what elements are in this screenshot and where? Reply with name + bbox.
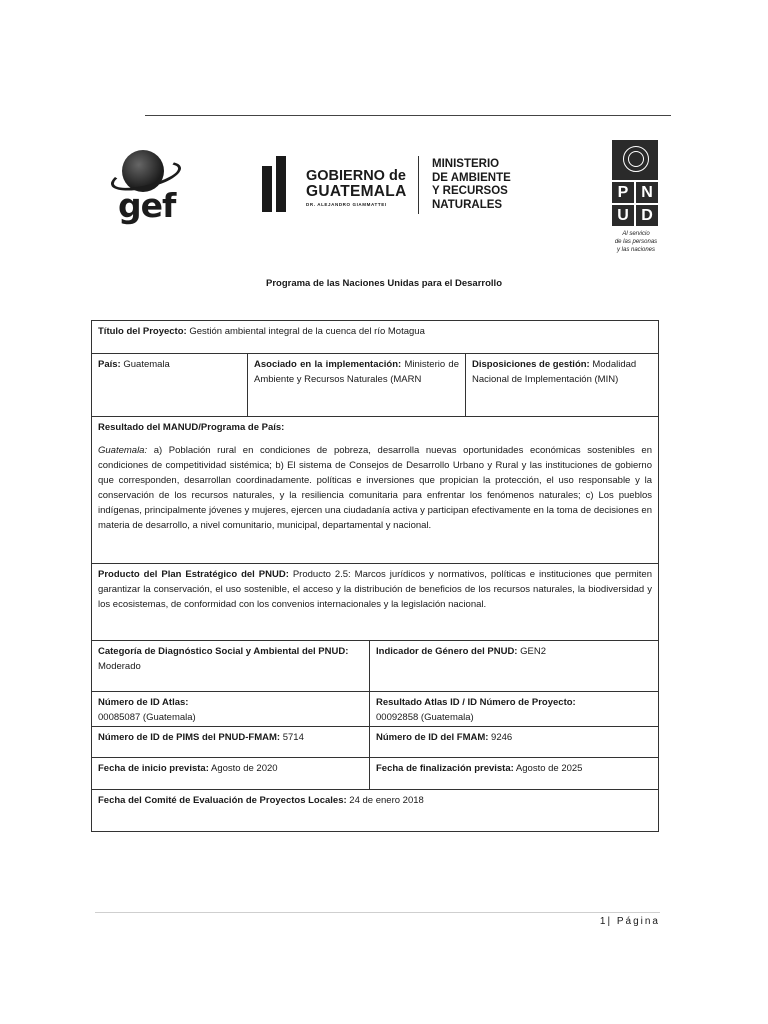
- pnud-tagline-line: y las naciones: [616, 247, 656, 253]
- table-row: [92, 641, 658, 692]
- atlas-cell: [92, 692, 369, 726]
- table-row: [92, 417, 658, 564]
- ministerio-line: DE AMBIENTE: [432, 171, 511, 184]
- fin-label: Fecha de finalización prevista:: [376, 763, 514, 774]
- categoria-value: Moderado: [98, 661, 141, 672]
- table-row: [92, 321, 658, 354]
- comite-cell: [92, 790, 658, 831]
- pnud-letter: D: [636, 205, 658, 226]
- pnud-tagline-line: de las personas: [614, 239, 658, 245]
- manud-cell: [92, 417, 658, 563]
- atlas-value: 00085087 (Guatemala): [98, 712, 196, 723]
- asociado-cell: [247, 354, 465, 416]
- fin-value: Agosto de 2025: [513, 763, 583, 774]
- resultado-atlas-cell: [369, 692, 658, 726]
- ministerio-line: Y RECURSOS: [432, 185, 508, 197]
- document-subtitle: Programa de las Naciones Unidas para el Desarrollo: [265, 278, 502, 289]
- fmam-value: 9246: [488, 732, 513, 743]
- gef-logo: [108, 148, 178, 226]
- top-rule: [145, 115, 671, 116]
- comite-label: Fecha del Comité de Evaluación de Proyectos Locales:: [98, 795, 347, 806]
- disposiciones-cell: [465, 354, 658, 416]
- gobierno-line2: GUATEMALA: [306, 183, 407, 200]
- titulo-cell: [92, 321, 658, 353]
- table-row: [92, 354, 658, 417]
- atlas-label: Número de ID Atlas:: [98, 697, 189, 708]
- gobierno-line3: DR. ALEJANDRO GIAMMATTEI: [306, 202, 387, 207]
- page-footer: [560, 916, 660, 927]
- producto-value: Producto 2.5: Marcos jurídicos y normativos, políticas e instituciones que permiten garantizar la conservación, el uso sostenible, el acceso y la distribución de beneficios de los recursos naturales, la biodiversidad y los ecosistemas, de conformidad con los convenios internacionales y la legislación nacional.: [98, 569, 652, 610]
- un-emblem-icon: [612, 140, 658, 180]
- producto-label: Producto del Plan Estratégico del PNUD:: [98, 569, 289, 580]
- inicio-label: Fecha de inicio prevista:: [98, 763, 209, 774]
- producto-cell: [92, 564, 658, 640]
- genero-label: Indicador de Género del PNUD:: [376, 646, 518, 657]
- gef-logo-text: gef: [118, 186, 176, 225]
- table-row: [92, 564, 658, 641]
- pims-cell: [92, 727, 369, 757]
- table-row: [92, 790, 658, 831]
- genero-cell: [369, 641, 658, 691]
- titulo-label: Título del Proyecto:: [98, 326, 187, 337]
- inicio-value: Agosto de 2020: [208, 763, 278, 774]
- inicio-cell: [92, 758, 369, 789]
- manud-text: a) Población rural en condiciones de pobreza, desarrolla nuevas oportunidades económicas sostenibles en condiciones de competitividad sistémica; b) El sistema de Consejos de Desarrollo Urbano y Rural y las instituciones de gobierno que corresponden, desarrollan coordinadamente. políticas e inversiones que propician la protección, el uso responsable y la conservación de los recursos naturales, y la resiliencia comunitaria para enfrentar los fenómenos naturales; c) Los pueblos indígenas, principalmente jóvenes y mujeres, ejercen una ciudadanía activa y participan efectivamente en la toma de decisiones en materia de desarrollo, a nivel comunitario, municipal, departamental y nacional.: [98, 445, 652, 531]
- gobierno-line1: GOBIERNO de: [306, 168, 406, 184]
- manud-country: Guatemala:: [98, 445, 148, 456]
- gobierno-guatemala-logo: [258, 152, 518, 216]
- disposiciones-value: Modalidad Nacional de Implementación (MIN): [472, 359, 637, 385]
- pims-value: 5714: [280, 732, 304, 743]
- pnud-tagline: [606, 230, 666, 254]
- fmam-label: Número de ID del FMAM:: [376, 732, 489, 743]
- gobierno-bar-icon: [262, 166, 272, 212]
- disposiciones-label: Disposiciones de gestión:: [472, 359, 590, 370]
- categoria-label: Categoría de Diagnóstico Social y Ambiental del PNUD:: [98, 646, 349, 657]
- fin-cell: [369, 758, 658, 789]
- project-info-table: [91, 320, 659, 832]
- pnud-letter: P: [612, 182, 634, 203]
- resultado-atlas-label: Resultado Atlas ID / ID Número de Proyecto:: [376, 697, 576, 708]
- categoria-cell: [92, 641, 369, 691]
- gobierno-bar-icon: [276, 156, 286, 212]
- pnud-letter: N: [636, 182, 658, 203]
- pais-value: Guatemala: [120, 359, 170, 370]
- table-row: [92, 727, 658, 758]
- manud-label: Resultado del MANUD/Programa de País:: [98, 422, 285, 433]
- logo-divider: [418, 156, 419, 214]
- table-row: [92, 758, 658, 790]
- pnud-tagline-line: Al servicio: [622, 231, 650, 237]
- table-row: [92, 692, 658, 727]
- pais-cell: [92, 354, 247, 416]
- page-number: 1: [599, 916, 608, 927]
- ministerio-name: [432, 158, 511, 212]
- comite-value: 24 de enero 2018: [346, 795, 424, 806]
- asociado-value: Ministerio de Ambiente y Recursos Naturales (MARN: [254, 359, 459, 385]
- genero-value: GEN2: [517, 646, 546, 657]
- page-label: | Página: [607, 916, 660, 927]
- fmam-cell: [369, 727, 658, 757]
- ministerio-line: NATURALES: [432, 198, 503, 211]
- pnud-letter-grid: [612, 182, 658, 226]
- pnud-letter: U: [612, 205, 634, 226]
- titulo-value: Gestión ambiental integral de la cuenca del río Motagua: [186, 326, 425, 337]
- pais-label: País:: [98, 359, 121, 370]
- asociado-label: Asociado en la implementación:: [254, 359, 402, 370]
- resultado-atlas-value: 00092858 (Guatemala): [376, 712, 474, 723]
- pims-label: Número de ID de PIMS del PNUD-FMAM:: [98, 732, 281, 743]
- ministerio-line: MINISTERIO: [432, 158, 500, 170]
- footer-rule: [95, 912, 660, 913]
